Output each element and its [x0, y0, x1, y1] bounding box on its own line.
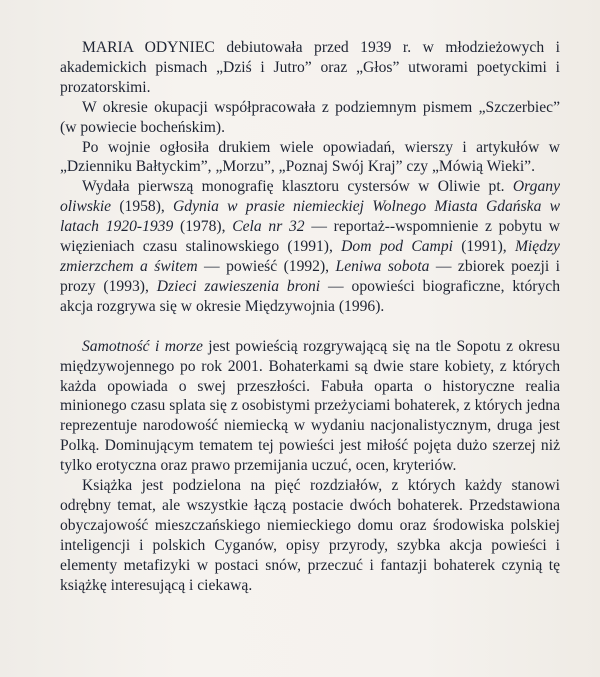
title-organy-oliwskie: Organy oliwskie [60, 178, 560, 216]
bio-text-4d: — reportaż--wspomnienie z pobytu w więzieniach czasu stalinowskiego (1991), [60, 218, 560, 256]
title-gdynia-w-prasie: Gdynia w prasie niemieckiej Wolnego Miasta Gdańska w latach 1920-1939 [60, 198, 560, 236]
title-leniwa-sobota: Leniwa sobota [335, 257, 430, 275]
bio-paragraph-1 [60, 38, 560, 98]
title-dom-pod-campi: Dom pod Campi [341, 238, 453, 256]
bio-text-4b: (1958), [111, 198, 174, 216]
bio-paragraph-3 [60, 138, 560, 178]
bio-text-4a: Wydała pierwszą monografię klasztoru cystersów w Oliwie pt. [82, 178, 505, 196]
bio-text-4f: — powieść (1992), [197, 257, 336, 275]
bio-text-3: Po wojnie ogłosiła drukiem wiele opowiadań, wierszy i artykułów w „Dzienniku Bałtyckim”, „Morzu”, „Poznaj Swój Kraj” czy „Mówią Wieki”. [60, 138, 560, 176]
bio-text-2: W okresie okupacji współpracowała z podziemnym pismem „Szczerbiec” (w powiecie bocheńskim). [60, 98, 560, 136]
bio-paragraph-4 [60, 177, 560, 316]
bio-text-4c: (1978), [173, 218, 233, 236]
title-dzieci-zawieszenia: Dzieci zawieszenia broni [156, 277, 321, 295]
bio-text-4e: (1991), [452, 238, 515, 256]
blurb-paragraph-2 [60, 476, 560, 595]
title-cela-nr-32: Cela nr 32 [232, 218, 305, 236]
bio-text-1: MARIA ODYNIEC debiutowała przed 1939 r. w młodzieżowych i akademickich pismach „Dziś i Jutro” oraz „Głos” utworami poetyckimi i prozatorskimi. [60, 39, 560, 96]
bio-paragraph-2 [60, 98, 560, 138]
title-miedzy-zmierzchem: Między zmierzchem a świtem [60, 238, 560, 275]
blurb-text-2: Książka jest podzielona na pięć rozdziałów, z których każdy stanowi odrębny temat, ale wszystkie łączą postacie dwóch bohaterek. Przedstawiona obyczajowość mieszczańskiego niemieckiego domu oraz środowiska polskiej inteligencji i polskich Cyganów, opisy przyrody, szybka akcja powieści i elementy metafizyki w postaci snów, przeczuć i fantazji bohaterek czynią tę książkę interesującą i ciekawą. [60, 477, 560, 594]
section-gap [60, 317, 560, 337]
blurb-text-1: jest powieścią rozgrywającą się na tle Sopotu z okresu międzywojennego po rok 2001. Bohaterkami są dwie stare kobiety, z których każda opowiada o swej przeszłości. Fabuła oparta o historyczne realia minionego czasu splata się z osobistymi przeżyciami bohaterek, z których jedna reprezentuje narodowość niemiecką w wydaniu nacjonalistycznym, druga jest Polką. Dominującym tematem tej powieści jest miłość pojęta dużo szerzej niż tylko erotyczna oraz prawo przemijania uczuć, ocen, kryteriów. [60, 337, 560, 475]
bio-text-4g: — zbiorek poezji i prozy (1993), [60, 257, 560, 295]
text-column [60, 38, 560, 595]
bio-text-4h: — opowieści biograficzne, których akcja rozgrywa się w okresie Międzywojnia (1996). [60, 277, 561, 315]
title-samotnosc-i-morze: Samotność i morze [82, 337, 203, 355]
blurb-paragraph-1 [60, 337, 560, 476]
